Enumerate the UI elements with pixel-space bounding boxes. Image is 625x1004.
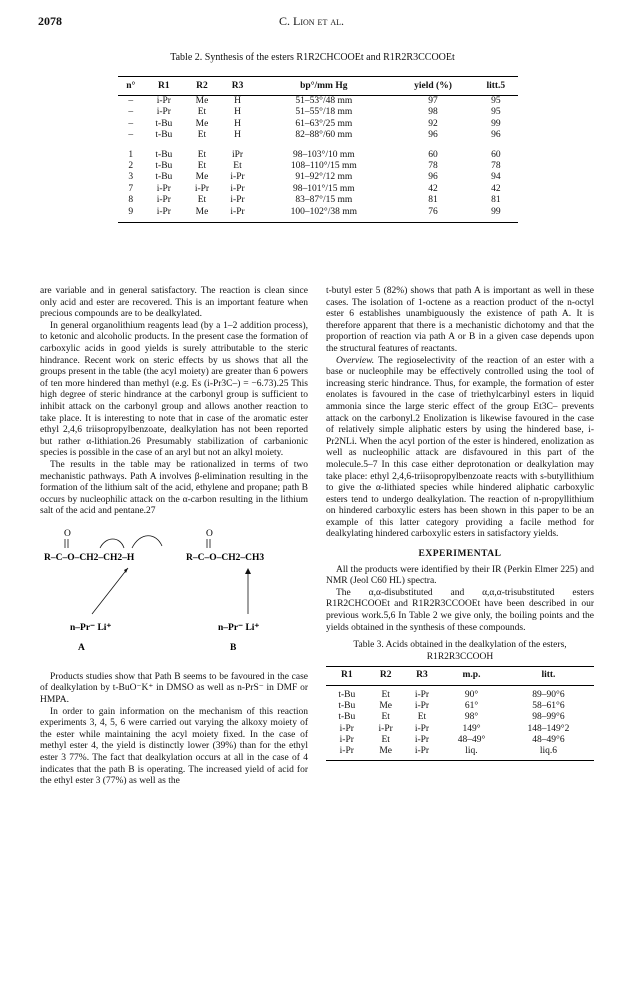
mechanism-scheme [40,526,308,666]
table-cell: 98° [464,712,479,723]
table-cell: i-Pr [414,734,430,745]
table3-body [326,686,594,761]
table-cell: – [128,130,134,141]
page-number: 2078 [38,14,62,28]
table-cell: t-Bu [155,172,173,183]
right-column [326,286,594,761]
table-cell: 42 [491,183,501,194]
table3-column-header: litt. [503,667,594,686]
table3-column-header: R3 [404,667,440,686]
table-cell: 81 [491,195,501,206]
table-row [326,712,594,723]
table-row [326,735,594,746]
table-cell: 91–92°/12 mm [295,172,353,183]
table-row [118,172,518,183]
table-row [118,96,518,108]
table-cell: Et [381,734,390,745]
table-row [118,119,518,130]
table2-caption: Table 2. Synthesis of the esters R1R2CHCOOEt and R1R2R3CCOOEt [170,52,455,63]
table-cell: 42 [428,183,438,194]
table-row [326,686,594,702]
table-cell: 51–55°/18 mm [295,107,353,118]
running-authors: C. Lion et al. [279,14,344,28]
table3-column-header: m.p. [440,667,503,686]
table2 [118,76,518,223]
table-cell: 83–87°/15 mm [295,195,353,206]
table-cell: i-Pr [156,96,171,106]
table-cell: 78 [428,161,438,172]
table-cell: t-Bu [155,130,173,141]
left-column [40,286,308,788]
table3-caption-line2: R1R2R3CCOOH [426,651,494,662]
table-cell: 58–61°6 [532,701,565,712]
table-cell: i-Pr [156,183,171,194]
table-cell: 148–149°2 [527,723,570,734]
table-cell: 95 [491,96,501,106]
table-cell: 76 [392,207,473,223]
table2-column-header: litt.5 [474,77,518,96]
table-cell: 96 [428,172,438,183]
table-cell: 8 [128,195,134,206]
table-cell: Me [195,118,209,129]
table-cell: 97 [428,96,438,106]
scheme-b-carbonyl-o: O [206,528,213,539]
scheme-a-reagent: n–Pr⁻ Li⁺ [70,622,112,633]
table-row [118,161,518,172]
table-cell: 61–63°/25 mm [295,118,353,129]
paragraph: are variable and in general satisfactory. The reaction is clean since only acid and ester are recovered. This is an important feature when precious compounds are to be dealkylated. [40,286,308,320]
table-cell: 98–103°/10 mm [293,149,355,160]
table-row [118,207,518,223]
table-cell: t-Bu [155,118,173,129]
table-cell: i-Pr [156,195,171,206]
table-cell: Et [417,712,427,723]
table-cell: 98–99°6 [532,712,565,723]
table-cell: 99 [474,207,518,223]
paragraph: All the products were identified by their IR (Perkin Elmer 225) and NMR (Jeol C60 HL) spectra. [326,564,594,587]
table-cell: 78 [491,161,501,172]
table-cell: i-Pr [326,746,368,761]
table-cell: i-Pr [339,723,354,734]
table3-header-row [326,667,594,686]
table-cell: Me [379,701,392,712]
table-cell: Et [381,712,390,723]
table2-column-header: R1 [144,77,185,96]
table2-column-header: n° [118,77,144,96]
table-cell: 89–90°6 [532,690,565,700]
table-cell: Me [368,746,404,761]
table-cell: 9 [118,207,144,223]
table-cell: Et [197,161,207,172]
table-cell: 60 [428,149,438,160]
table2-column-header: bp°/mm Hg [255,77,392,96]
scheme-b-label: B [230,642,237,653]
table-cell: Me [195,96,209,106]
table-cell: i-Pr [156,107,171,118]
table-cell: i-Pr [220,207,256,223]
paragraph: Products studies show that Path B seems to be favoured in the case of dealkylation by t-BuO⁻K⁺ in DMSO as well as n-PrS⁻ in DMF or HMPA. [40,671,308,706]
table-cell: t-Bu [338,701,356,712]
table2-header-row [118,77,518,96]
paragraph: In order to gain information on the mechanism of this reaction experiments 3, 4, 5, 6 were carried out varying the alkoxy moiety of the ester while maintaining the acyl moiety fixed. In the case of methyl ester 4, the yield is distinctly lower (39%) than for the ethyl ester 3 77%. The fact that dealkylation occurs at all in the case of 4 indicates that the path B is operating. The increased yield of acid for the ethyl ester 3 (77%) as well as the [40,706,308,787]
table-cell: i-Pr [414,701,430,712]
table2-body [118,96,518,223]
paragraph: The results in the table may be rationalized in terms of two mechanistic pathways. Path A involves β-elimination resulting in the formation of the lithium salt of the acid, ethylene and propane; path B occurs by nucleophilic attack on the α-carbon resulting in the lithium salt of the acid and pentane.27 [40,459,308,517]
table-cell: Me [184,207,220,223]
table-cell: t-Bu [338,712,356,723]
table-cell: 60 [491,149,501,160]
table-cell: – [128,118,134,129]
table-cell: 95 [491,107,501,118]
table-cell: 61° [464,701,479,712]
table-cell: Me [195,172,209,183]
table-cell: i-Pr [230,195,245,206]
table-cell: 7 [128,183,134,194]
table-cell: 99 [491,118,501,129]
table-cell: liq. [440,746,503,761]
scheme-a-carbonyl-o: O [64,528,71,539]
table-cell: 82–88°/60 mm [295,130,353,141]
table-cell: liq.6 [503,746,594,761]
table-cell: 48–49°6 [532,734,565,745]
table-cell: i-Pr [230,183,245,194]
table-cell: Et [381,690,390,700]
table-cell: Et [197,195,207,206]
running-header [38,14,585,30]
table-cell: H [234,118,241,129]
table-cell: i-Pr [144,207,185,223]
table-cell: t-Bu [338,690,356,700]
table-cell: – [128,96,134,106]
table-cell: Et [197,107,207,118]
table-cell: 48–49° [457,734,486,745]
table-cell: i-Pr [194,183,210,194]
table-cell: 90° [464,690,479,700]
table-cell: 94 [491,172,501,183]
paragraph: t-butyl ester 5 (82%) shows that path A is important as well in these cases. The isolation of 1-octene as a reaction product of the n-octyl ester 6 establishes unambiguously the existence of path A. It is therefore apparent that there is a mechanistic dichotomy and that the proportion of reaction via path A or B in a given case depends upon the structural features of reactants. [326,286,594,354]
table-cell: 3 [128,172,134,183]
table-cell: 51–53°/48 mm [295,96,353,106]
table-cell: 1 [128,149,134,160]
table3-caption-line1: Table 3. Acids obtained in the dealkylation of the esters, [353,640,567,651]
table-cell: 98 [428,107,438,118]
table-row [326,701,594,712]
table-cell: Et [197,149,207,160]
table-row [118,184,518,195]
table-cell: H [234,107,241,118]
table-cell: t-Bu [155,149,173,160]
table-cell: 81 [428,195,438,206]
table-cell: 149° [462,723,481,734]
table-cell: i-Pr [414,690,430,700]
table-cell: 92 [428,118,438,129]
paragraph [326,356,594,542]
table-cell: 96 [428,130,438,141]
table-cell: i-Pr [404,746,440,761]
table-row [118,107,518,118]
table-cell: iPr [231,149,244,160]
overview-text: The regioselectivity of the reaction of an ester with a base or nucleophile may be effectively controlled using the tool of increasing steric hindrance. Thus, for example, the formation of ester enolates is favoured in the case of triethylcarbinyl esters in liquid ammonia since the large steric effect of the group Et3C– prevents attack on the carbonyl.2 Enolization is likewise favoured in the case of relatively simple aliphatic esters by using the hindered base, i-Pr2NLi. When the acyl portion of the ester is hindered, enolization as well as nucleophilic attack are disfavoured in this part of the molecule.5–7 In this case either deprotonation or dealkylation may take place: ethyl 2,4,6-triisopropylbenzoate reacts with s-butyllithium to give the α-lithiated species while hindered aliphatic carboxylic esters tend to undergo dealkylation. The reaction of n-propyllithium on hindered carboxylic esters has been shown in this paper to be an example of this latter category providing a facile method for dealkylating hindered carboxylic esters in satisfactory yields. [326,355,594,540]
table-row [326,746,594,761]
table-cell: – [128,107,134,118]
table-row [118,195,518,206]
table-row [118,130,518,141]
table-row [118,142,518,161]
section-heading-experimental: EXPERIMENTAL [418,549,502,560]
table3-caption [326,640,594,663]
scheme-b-ester: R–C–O–CH2–CH3 [186,552,265,563]
table-cell: 108–110°/15 mm [290,161,357,172]
scheme-drawing [40,526,308,666]
table-cell: i-Pr [339,734,354,745]
table-cell: Et [197,130,207,141]
table2-column-header: yield (%) [392,77,473,96]
table3 [326,666,594,761]
paragraph: The α,α-disubstituted and α,α,α-trisubstituted esters R1R2CHCOOEt and R1R2R3CCOOEt have been described in our previous work.5,6 In Table 2 we give only, the boiling points and the yields obtained in the synthesis of these compounds. [326,587,594,633]
table-cell: 100–102°/38 mm [255,207,392,223]
table3-column-header: R2 [368,667,404,686]
table-cell: H [234,130,241,141]
table-cell: Et [233,161,242,172]
table2-column-header: R3 [220,77,256,96]
table-cell: i-Pr [378,723,393,734]
scheme-a-ester: R–C–O–CH2–CH2–H [44,552,135,563]
table-cell: 96 [491,130,501,141]
paragraph: In general organolithium reagents lead (by a 1–2 addition process), to ketonic and alcoholic products. In the present case the formation of carboxylic acids in good yields is surely attributable to the steric hindrance. Recent work on steric effects by us shows that all the groups present in the table (the acyl moiety) are greater than 6 powers of ten more hindered than methyl (e.g. Es (i-Pr3C–) = −6.73).25 This high degree of steric hindrance at the carbonyl group is sufficient to inhibit attack on the carbonyl group and allows another reaction to take place. It is interesting to note that in case of the aromatic ester ethyl 2,4,6 triisopropylbenzoate, dealkylation has not been reported but rather α-lithiation.26 Presumably stabilization of carbanionic species is possible in the case of an aryl but not an alkyl moiety. [40,320,308,459]
table-cell: H [234,96,241,106]
table-row [326,724,594,735]
table-cell: i-Pr [230,172,245,183]
table3-column-header: R1 [326,667,368,686]
scheme-a-label: A [78,642,85,653]
table-cell: 98–101°/15 mm [293,183,355,194]
table-cell: t-Bu [155,161,173,172]
table2-column-header: R2 [184,77,220,96]
table-cell: 2 [128,161,134,172]
scheme-b-reagent: n–Pr⁻ Li⁺ [218,622,260,633]
table-cell: i-Pr [414,723,430,734]
overview-label: Overview. [336,355,375,366]
